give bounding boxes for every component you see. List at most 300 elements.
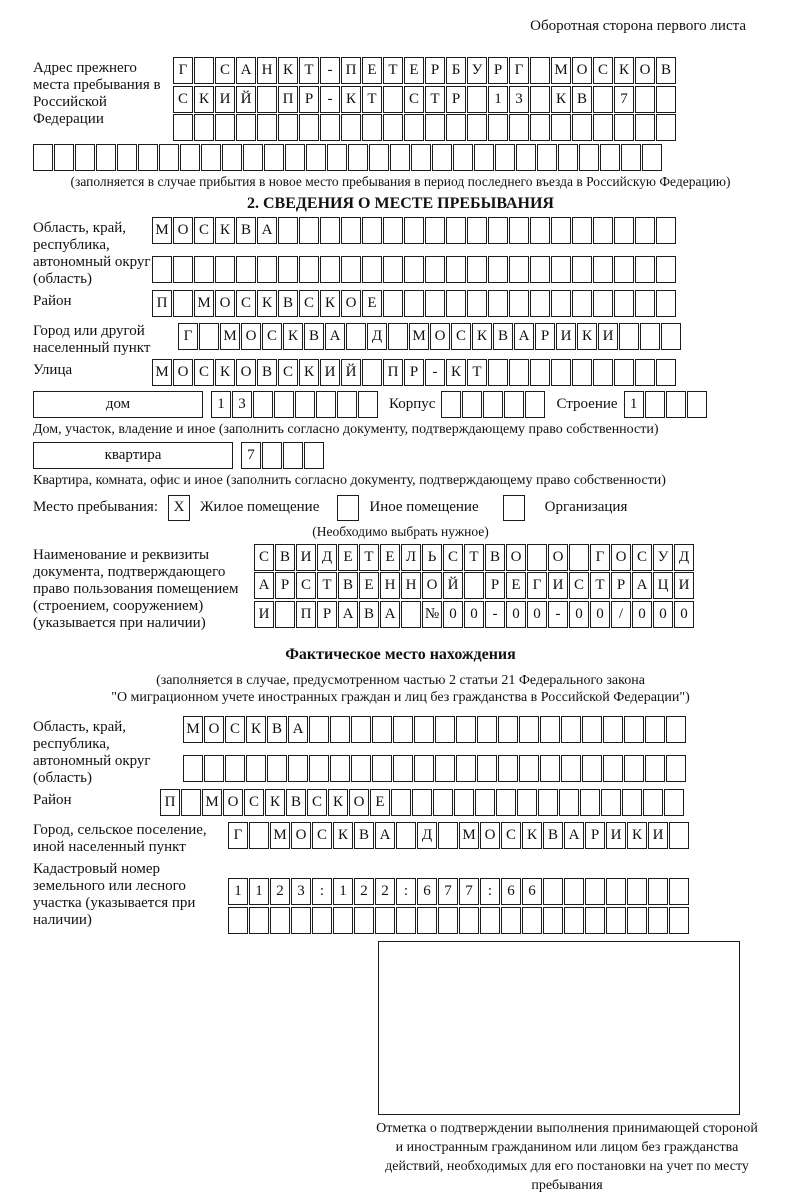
char-cell[interactable] xyxy=(404,114,424,141)
char-cell[interactable] xyxy=(614,114,634,141)
char-cell[interactable] xyxy=(627,907,647,934)
char-cell[interactable]: О xyxy=(422,572,442,599)
char-cell[interactable]: - xyxy=(425,359,445,386)
char-cell[interactable] xyxy=(138,144,158,171)
char-cell[interactable]: М xyxy=(152,217,172,244)
char-cell[interactable]: А xyxy=(380,601,400,628)
char-cell[interactable] xyxy=(446,290,466,317)
char-cell[interactable]: Е xyxy=(370,789,390,816)
char-cell[interactable]: О xyxy=(173,359,193,386)
char-cell[interactable] xyxy=(425,256,445,283)
char-cell[interactable] xyxy=(614,256,634,283)
char-cell[interactable] xyxy=(396,822,416,849)
char-cell[interactable] xyxy=(643,789,663,816)
char-cell[interactable] xyxy=(666,755,686,782)
char-cell[interactable] xyxy=(267,755,287,782)
char-cell[interactable] xyxy=(327,144,347,171)
char-cell[interactable] xyxy=(33,144,53,171)
char-cell[interactable] xyxy=(530,86,550,113)
char-cell[interactable]: И xyxy=(320,359,340,386)
char-cell[interactable] xyxy=(173,114,193,141)
char-cell[interactable]: С xyxy=(443,544,463,571)
char-cell[interactable]: А xyxy=(564,822,584,849)
char-cell[interactable] xyxy=(309,716,329,743)
char-cell[interactable]: М xyxy=(202,789,222,816)
char-cell[interactable] xyxy=(404,217,424,244)
char-cell[interactable] xyxy=(54,144,74,171)
char-cell[interactable] xyxy=(393,716,413,743)
char-cell[interactable]: Т xyxy=(464,544,484,571)
char-cell[interactable]: С xyxy=(215,57,235,84)
char-cell[interactable]: П xyxy=(278,86,298,113)
char-cell[interactable] xyxy=(561,716,581,743)
char-cell[interactable] xyxy=(348,144,368,171)
char-cell[interactable]: К xyxy=(614,57,634,84)
char-cell[interactable]: П xyxy=(383,359,403,386)
char-cell[interactable]: 2 xyxy=(270,878,290,905)
char-cell[interactable] xyxy=(648,907,668,934)
char-cell[interactable] xyxy=(320,256,340,283)
char-cell[interactable]: Т xyxy=(467,359,487,386)
char-cell[interactable]: С xyxy=(194,359,214,386)
char-cell[interactable]: К xyxy=(283,323,303,350)
char-cell[interactable]: 7 xyxy=(614,86,634,113)
char-cell[interactable]: Р xyxy=(317,601,337,628)
char-cell[interactable] xyxy=(425,217,445,244)
char-cell[interactable]: И xyxy=(548,572,568,599)
char-cell[interactable]: К xyxy=(522,822,542,849)
char-cell[interactable]: О xyxy=(173,217,193,244)
char-cell[interactable]: О xyxy=(291,822,311,849)
char-cell[interactable]: 6 xyxy=(522,878,542,905)
char-cell[interactable]: М xyxy=(183,716,203,743)
char-cell[interactable]: Т xyxy=(425,86,445,113)
char-cell[interactable] xyxy=(383,114,403,141)
char-cell[interactable]: 1 xyxy=(211,391,231,418)
char-cell[interactable] xyxy=(414,755,434,782)
char-cell[interactable] xyxy=(306,144,326,171)
char-cell[interactable] xyxy=(425,290,445,317)
char-cell[interactable] xyxy=(404,256,424,283)
char-cell[interactable] xyxy=(257,86,277,113)
char-cell[interactable] xyxy=(656,86,676,113)
char-cell[interactable]: Г xyxy=(590,544,610,571)
char-cell[interactable] xyxy=(495,144,515,171)
char-cell[interactable] xyxy=(253,391,273,418)
char-cell[interactable] xyxy=(488,290,508,317)
char-cell[interactable] xyxy=(362,114,382,141)
char-cell[interactable] xyxy=(249,822,269,849)
char-cell[interactable] xyxy=(519,755,539,782)
char-cell[interactable] xyxy=(467,114,487,141)
char-cell[interactable] xyxy=(619,323,639,350)
char-cell[interactable] xyxy=(194,57,214,84)
char-cell[interactable]: С xyxy=(254,544,274,571)
char-cell[interactable]: : xyxy=(396,878,416,905)
char-cell[interactable]: : xyxy=(480,878,500,905)
char-cell[interactable] xyxy=(564,907,584,934)
char-cell[interactable] xyxy=(530,217,550,244)
char-cell[interactable]: 7 xyxy=(241,442,261,469)
char-cell[interactable] xyxy=(635,256,655,283)
char-cell[interactable] xyxy=(656,256,676,283)
char-cell[interactable] xyxy=(635,114,655,141)
char-cell[interactable] xyxy=(464,572,484,599)
char-cell[interactable] xyxy=(606,907,626,934)
char-cell[interactable]: Т xyxy=(383,57,403,84)
char-cell[interactable] xyxy=(194,256,214,283)
char-cell[interactable] xyxy=(498,755,518,782)
char-cell[interactable]: - xyxy=(320,57,340,84)
char-cell[interactable] xyxy=(606,878,626,905)
char-cell[interactable] xyxy=(454,789,474,816)
char-cell[interactable] xyxy=(173,256,193,283)
char-cell[interactable]: В xyxy=(354,822,374,849)
char-cell[interactable]: 0 xyxy=(632,601,652,628)
char-cell[interactable] xyxy=(467,290,487,317)
char-cell[interactable]: И xyxy=(606,822,626,849)
checkbox-organization[interactable] xyxy=(503,495,525,521)
char-cell[interactable] xyxy=(687,391,707,418)
char-cell[interactable]: Ц xyxy=(653,572,673,599)
char-cell[interactable]: - xyxy=(548,601,568,628)
char-cell[interactable] xyxy=(401,601,421,628)
char-cell[interactable] xyxy=(390,144,410,171)
char-cell[interactable] xyxy=(603,716,623,743)
char-cell[interactable]: В xyxy=(359,601,379,628)
char-cell[interactable]: С xyxy=(632,544,652,571)
char-cell[interactable] xyxy=(558,144,578,171)
char-cell[interactable] xyxy=(585,907,605,934)
char-cell[interactable] xyxy=(669,822,689,849)
char-cell[interactable]: Д xyxy=(317,544,337,571)
char-cell[interactable]: Е xyxy=(380,544,400,571)
char-cell[interactable]: В xyxy=(656,57,676,84)
char-cell[interactable]: А xyxy=(257,217,277,244)
char-cell[interactable]: О xyxy=(215,290,235,317)
char-cell[interactable]: К xyxy=(299,359,319,386)
char-cell[interactable]: Р xyxy=(488,57,508,84)
char-cell[interactable]: В xyxy=(275,544,295,571)
char-cell[interactable]: У xyxy=(467,57,487,84)
char-cell[interactable]: 6 xyxy=(417,878,437,905)
char-cell[interactable] xyxy=(320,217,340,244)
char-cell[interactable] xyxy=(372,716,392,743)
char-cell[interactable]: Р xyxy=(299,86,319,113)
char-cell[interactable] xyxy=(635,217,655,244)
char-cell[interactable] xyxy=(262,442,282,469)
char-cell[interactable] xyxy=(551,290,571,317)
char-cell[interactable] xyxy=(283,442,303,469)
char-cell[interactable] xyxy=(656,290,676,317)
char-cell[interactable]: Р xyxy=(485,572,505,599)
char-cell[interactable]: С xyxy=(236,290,256,317)
char-cell[interactable] xyxy=(274,391,294,418)
char-cell[interactable] xyxy=(96,144,116,171)
char-cell[interactable]: А xyxy=(325,323,345,350)
char-cell[interactable] xyxy=(645,716,665,743)
char-cell[interactable]: У xyxy=(653,544,673,571)
char-cell[interactable]: О xyxy=(548,544,568,571)
char-cell[interactable] xyxy=(243,144,263,171)
char-cell[interactable] xyxy=(656,114,676,141)
char-cell[interactable]: О xyxy=(236,359,256,386)
char-cell[interactable]: В xyxy=(493,323,513,350)
char-cell[interactable]: И xyxy=(648,822,668,849)
char-cell[interactable] xyxy=(561,755,581,782)
char-cell[interactable] xyxy=(517,789,537,816)
char-cell[interactable] xyxy=(572,114,592,141)
char-cell[interactable] xyxy=(369,144,389,171)
char-cell[interactable]: 0 xyxy=(590,601,610,628)
char-cell[interactable] xyxy=(572,290,592,317)
char-cell[interactable]: 7 xyxy=(438,878,458,905)
char-cell[interactable]: О xyxy=(223,789,243,816)
char-cell[interactable]: О xyxy=(430,323,450,350)
char-cell[interactable] xyxy=(383,290,403,317)
char-cell[interactable]: В xyxy=(236,217,256,244)
char-cell[interactable] xyxy=(540,755,560,782)
char-cell[interactable] xyxy=(622,789,642,816)
char-cell[interactable] xyxy=(275,601,295,628)
char-cell[interactable] xyxy=(425,114,445,141)
char-cell[interactable]: М xyxy=(220,323,240,350)
char-cell[interactable]: 1 xyxy=(488,86,508,113)
char-cell[interactable] xyxy=(579,144,599,171)
char-cell[interactable]: К xyxy=(215,359,235,386)
char-cell[interactable]: К xyxy=(215,217,235,244)
char-cell[interactable]: Д xyxy=(674,544,694,571)
char-cell[interactable] xyxy=(580,789,600,816)
char-cell[interactable]: Т xyxy=(317,572,337,599)
char-cell[interactable] xyxy=(438,822,458,849)
char-cell[interactable] xyxy=(456,755,476,782)
char-cell[interactable] xyxy=(225,755,245,782)
char-cell[interactable] xyxy=(467,217,487,244)
char-cell[interactable] xyxy=(375,907,395,934)
char-cell[interactable]: Р xyxy=(404,359,424,386)
char-cell[interactable]: А xyxy=(514,323,534,350)
char-cell[interactable] xyxy=(201,144,221,171)
char-cell[interactable] xyxy=(501,907,521,934)
char-cell[interactable] xyxy=(222,144,242,171)
char-cell[interactable] xyxy=(312,907,332,934)
char-cell[interactable] xyxy=(341,114,361,141)
char-cell[interactable] xyxy=(435,755,455,782)
char-cell[interactable] xyxy=(480,907,500,934)
char-cell[interactable]: В xyxy=(338,572,358,599)
char-cell[interactable] xyxy=(341,256,361,283)
checkbox-residential[interactable]: X xyxy=(168,495,190,521)
char-cell[interactable] xyxy=(333,907,353,934)
char-cell[interactable] xyxy=(393,755,413,782)
char-cell[interactable] xyxy=(656,217,676,244)
char-cell[interactable]: 0 xyxy=(527,601,547,628)
char-cell[interactable] xyxy=(509,256,529,283)
char-cell[interactable]: 1 xyxy=(249,878,269,905)
char-cell[interactable]: И xyxy=(296,544,316,571)
char-cell[interactable]: Г xyxy=(228,822,248,849)
char-cell[interactable] xyxy=(204,755,224,782)
char-cell[interactable] xyxy=(635,86,655,113)
char-cell[interactable] xyxy=(509,114,529,141)
char-cell[interactable] xyxy=(152,256,172,283)
char-cell[interactable] xyxy=(249,907,269,934)
char-cell[interactable] xyxy=(351,716,371,743)
char-cell[interactable]: О xyxy=(241,323,261,350)
char-cell[interactable]: К xyxy=(551,86,571,113)
char-cell[interactable]: С xyxy=(312,822,332,849)
char-cell[interactable] xyxy=(346,323,366,350)
char-cell[interactable] xyxy=(527,544,547,571)
char-cell[interactable] xyxy=(648,878,668,905)
char-cell[interactable]: А xyxy=(288,716,308,743)
char-cell[interactable] xyxy=(438,907,458,934)
char-cell[interactable]: К xyxy=(577,323,597,350)
char-cell[interactable]: С xyxy=(225,716,245,743)
char-cell[interactable] xyxy=(666,391,686,418)
char-cell[interactable] xyxy=(538,789,558,816)
char-cell[interactable] xyxy=(645,755,665,782)
char-cell[interactable]: К xyxy=(333,822,353,849)
char-cell[interactable] xyxy=(391,789,411,816)
char-cell[interactable]: О xyxy=(635,57,655,84)
char-cell[interactable]: 1 xyxy=(624,391,644,418)
char-cell[interactable] xyxy=(299,217,319,244)
char-cell[interactable]: Д xyxy=(417,822,437,849)
char-cell[interactable] xyxy=(614,359,634,386)
char-cell[interactable] xyxy=(582,755,602,782)
char-cell[interactable]: 0 xyxy=(464,601,484,628)
char-cell[interactable]: П xyxy=(341,57,361,84)
char-cell[interactable]: О xyxy=(341,290,361,317)
char-cell[interactable] xyxy=(215,256,235,283)
char-cell[interactable] xyxy=(593,290,613,317)
char-cell[interactable] xyxy=(257,256,277,283)
char-cell[interactable] xyxy=(180,144,200,171)
char-cell[interactable] xyxy=(530,290,550,317)
char-cell[interactable]: Е xyxy=(359,572,379,599)
char-cell[interactable]: О xyxy=(204,716,224,743)
char-cell[interactable]: М xyxy=(459,822,479,849)
char-cell[interactable] xyxy=(411,144,431,171)
char-cell[interactable] xyxy=(593,114,613,141)
char-cell[interactable] xyxy=(530,57,550,84)
char-cell[interactable] xyxy=(467,86,487,113)
char-cell[interactable] xyxy=(362,256,382,283)
char-cell[interactable] xyxy=(483,391,503,418)
char-cell[interactable] xyxy=(304,442,324,469)
char-cell[interactable]: М xyxy=(409,323,429,350)
char-cell[interactable]: К xyxy=(472,323,492,350)
char-cell[interactable] xyxy=(516,144,536,171)
char-cell[interactable]: О xyxy=(572,57,592,84)
char-cell[interactable]: 7 xyxy=(459,878,479,905)
char-cell[interactable]: С xyxy=(173,86,193,113)
char-cell[interactable]: М xyxy=(551,57,571,84)
char-cell[interactable]: 0 xyxy=(506,601,526,628)
char-cell[interactable]: М xyxy=(194,290,214,317)
char-cell[interactable] xyxy=(396,907,416,934)
char-cell[interactable]: К xyxy=(265,789,285,816)
char-cell[interactable]: Р xyxy=(611,572,631,599)
char-cell[interactable] xyxy=(388,323,408,350)
char-cell[interactable] xyxy=(316,391,336,418)
char-cell[interactable]: 0 xyxy=(569,601,589,628)
char-cell[interactable] xyxy=(341,217,361,244)
char-cell[interactable] xyxy=(564,878,584,905)
char-cell[interactable]: Е xyxy=(362,57,382,84)
char-cell[interactable] xyxy=(467,256,487,283)
char-cell[interactable]: - xyxy=(485,601,505,628)
char-cell[interactable] xyxy=(459,907,479,934)
char-cell[interactable] xyxy=(661,323,681,350)
char-cell[interactable] xyxy=(669,907,689,934)
char-cell[interactable] xyxy=(337,391,357,418)
char-cell[interactable] xyxy=(669,878,689,905)
char-cell[interactable]: С xyxy=(501,822,521,849)
char-cell[interactable]: С xyxy=(404,86,424,113)
char-cell[interactable]: С xyxy=(593,57,613,84)
char-cell[interactable] xyxy=(75,144,95,171)
char-cell[interactable]: К xyxy=(320,290,340,317)
char-cell[interactable] xyxy=(477,716,497,743)
char-cell[interactable]: К xyxy=(328,789,348,816)
char-cell[interactable]: И xyxy=(598,323,618,350)
char-cell[interactable] xyxy=(183,755,203,782)
checkbox-other-premises[interactable] xyxy=(337,495,359,521)
char-cell[interactable]: № xyxy=(422,601,442,628)
char-cell[interactable]: В xyxy=(257,359,277,386)
char-cell[interactable]: Р xyxy=(425,57,445,84)
char-cell[interactable] xyxy=(299,114,319,141)
char-cell[interactable]: П xyxy=(160,789,180,816)
char-cell[interactable]: Е xyxy=(338,544,358,571)
char-cell[interactable] xyxy=(474,144,494,171)
char-cell[interactable]: К xyxy=(246,716,266,743)
char-cell[interactable] xyxy=(551,359,571,386)
char-cell[interactable]: Т xyxy=(299,57,319,84)
char-cell[interactable] xyxy=(601,789,621,816)
char-cell[interactable] xyxy=(351,755,371,782)
char-cell[interactable] xyxy=(236,256,256,283)
char-cell[interactable] xyxy=(640,323,660,350)
char-cell[interactable] xyxy=(228,907,248,934)
char-cell[interactable]: С xyxy=(262,323,282,350)
char-cell[interactable]: Р xyxy=(535,323,555,350)
char-cell[interactable] xyxy=(656,359,676,386)
char-cell[interactable]: К xyxy=(194,86,214,113)
char-cell[interactable]: Д xyxy=(367,323,387,350)
char-cell[interactable]: Й xyxy=(341,359,361,386)
char-cell[interactable] xyxy=(664,789,684,816)
char-cell[interactable] xyxy=(330,755,350,782)
char-cell[interactable] xyxy=(417,907,437,934)
char-cell[interactable] xyxy=(530,114,550,141)
char-cell[interactable] xyxy=(181,789,201,816)
char-cell[interactable] xyxy=(199,323,219,350)
char-cell[interactable] xyxy=(496,789,516,816)
char-cell[interactable] xyxy=(117,144,137,171)
char-cell[interactable]: Р xyxy=(275,572,295,599)
char-cell[interactable] xyxy=(509,290,529,317)
char-cell[interactable]: Й xyxy=(443,572,463,599)
char-cell[interactable]: В xyxy=(267,716,287,743)
char-cell[interactable] xyxy=(412,789,432,816)
char-cell[interactable]: М xyxy=(270,822,290,849)
char-cell[interactable]: Т xyxy=(359,544,379,571)
char-cell[interactable]: С xyxy=(451,323,471,350)
